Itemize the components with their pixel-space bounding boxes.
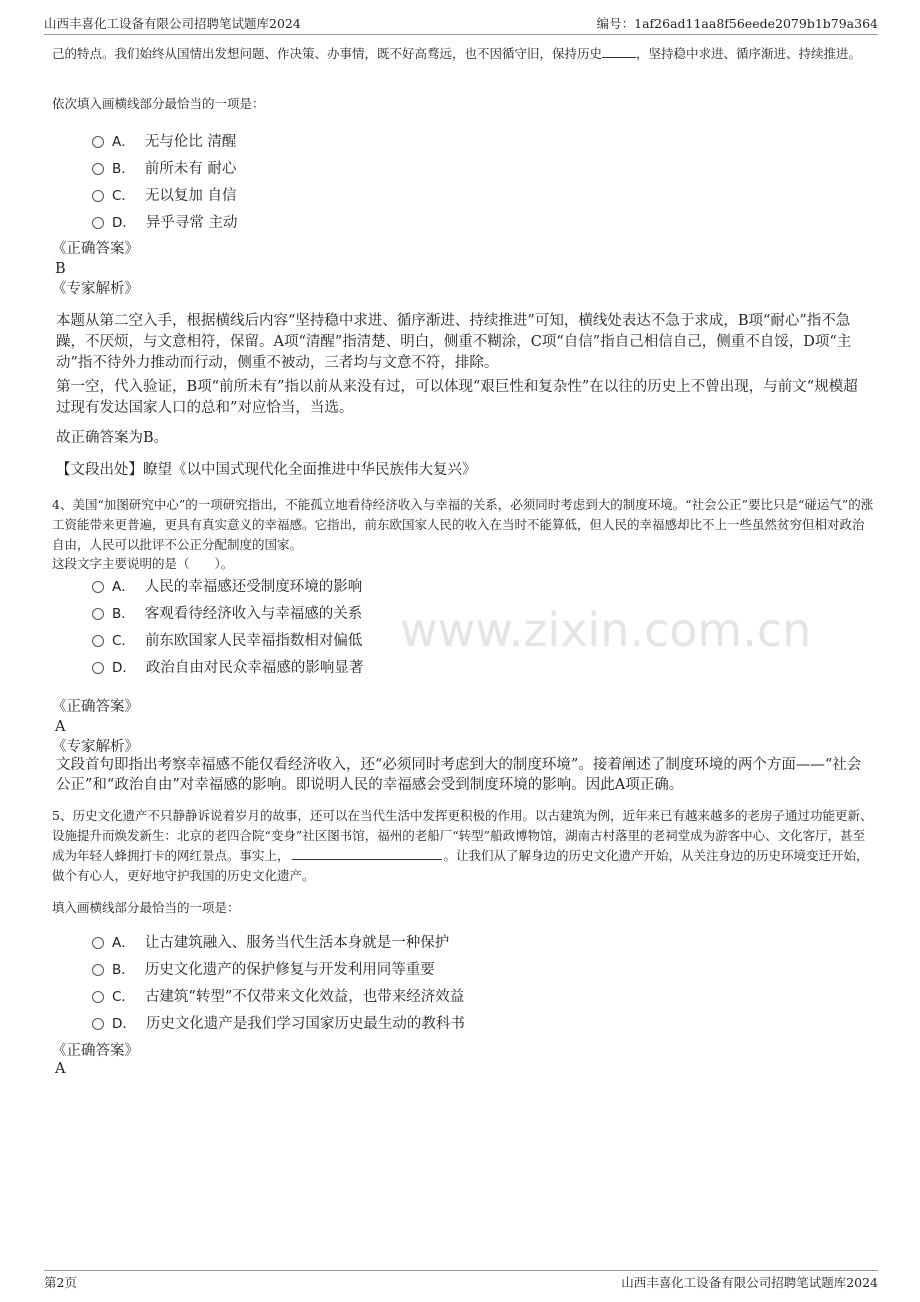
- radio-button-icon[interactable]: [92, 608, 104, 620]
- footer-title: 山西丰喜化工设备有限公司招聘笔试题库2024: [621, 1275, 878, 1290]
- q5-option-a[interactable]: A． 让古建筑融入、服务当代生活本身就是一种保护: [92, 929, 449, 953]
- q4-answer: A: [55, 719, 66, 735]
- q3-analysis-label: 《专家解析》: [52, 281, 139, 297]
- radio-button-icon[interactable]: [92, 190, 104, 202]
- q3-option-a[interactable]: A． 无与伦比 清醒: [92, 128, 236, 152]
- q4-stem: 4、美国“加图研究中心”的一项研究指出，不能孤立地看待经济收入与幸福的关系，必须同时考虑到大的制度环境。“社会公正”要比只是“碰运气”的涨工资能带来更普遍，更具有真实意义的幸福感。它指出，前东欧国家人民的收入在当时不能算低，但人民的幸福感却比不上一些虽然贫穷但相对政治自由，人民可以批评不公正分配制度的国家。: [52, 497, 874, 552]
- document-id: 编号：1af26ad11aa8f56eede2079b1b79a364: [596, 16, 878, 31]
- q5-answer: A: [55, 1061, 66, 1077]
- q3-answer-label: 《正确答案》: [52, 241, 139, 257]
- q4-option-c[interactable]: C． 前东欧国家人民幸福指数相对偏低: [92, 627, 362, 651]
- header-title: 山西丰喜化工设备有限公司招聘笔试题库2024: [44, 16, 301, 31]
- q3-source: 【文段出处】瞭望《以中国式现代化全面推进中华民族伟大复兴》: [56, 462, 477, 478]
- q4-answer-label: 《正确答案》: [52, 699, 139, 715]
- q4-prompt: 这段文字主要说明的是（ ）。: [52, 556, 234, 571]
- q4-analysis: 文段首句即指出考察幸福感不能仅看经济收入，还“必须同时考虑到大的制度环境”。接着阐述了制度环境的两个方面——“社会公正”和“政治自由”对幸福感的影响。即说明人民的幸福感会受到制度环境的影响。因此A项正确。: [56, 757, 862, 793]
- q5-answer-label: 《正确答案》: [52, 1043, 139, 1059]
- radio-button-icon[interactable]: [92, 991, 104, 1003]
- q3-option-d[interactable]: D． 异乎寻常 主动: [92, 209, 238, 233]
- q5-option-b[interactable]: B． 历史文化遗产的保护修复与开发利用同等重要: [92, 956, 435, 980]
- q3-answer: B: [55, 261, 66, 277]
- radio-button-icon[interactable]: [92, 217, 104, 229]
- page-footer: [44, 1270, 878, 1293]
- q3-option-b[interactable]: B． 前所未有 耐心: [92, 155, 236, 179]
- radio-button-icon[interactable]: [92, 581, 104, 593]
- q3-stem: 己的特点。我们始终从国情出发想问题、作决策、办事情，既不好高骛远，也不因循守旧，保持历史 ，坚持稳中求进、循序渐进、持续推进。: [52, 46, 862, 61]
- q3-analysis-p1: 本题从第二空入手，根据横线后内容“坚持稳中求进、循序渐进、持续推进”可知，横线处表达不急于求成，B项“耐心”指不急躁，不厌烦，与文意相符，保留。A项“清醒”指清楚、明白，侧重不糊涂，C项“自信”指自己相信自己，侧重不自馁，D项“主动”指不待外力推动而行动，侧重不被动，三者均与文意不符，排除。: [56, 313, 852, 371]
- q5-stem: 5、历史文化遗产不只静静诉说着岁月的故事，还可以在当代生活中发挥更积极的作用。以古建筑为例，近年来已有越来越多的老房子通过功能更新、设施提升而焕发新生：北京的老四合院“变身”社区图书馆，福州的老船厂“转型”船政博物馆，湖南古村落里的老祠堂成为游客中心、文化客厅，甚至成为年轻人蜂拥打卡的网红景点。事实上， 。让我们从了解身边的历史文化遗产开始，从关注身边的历史环境变迁开始，做个有心人，更好地守护我国的历史文化遗产。: [52, 808, 873, 883]
- q4-analysis-label: 《专家解析》: [52, 739, 139, 755]
- radio-button-icon[interactable]: [92, 635, 104, 647]
- page-number: 第2页: [44, 1275, 77, 1290]
- radio-button-icon[interactable]: [92, 662, 104, 674]
- q4-option-d[interactable]: D． 政治自由对民众幸福感的影响显著: [92, 654, 363, 678]
- radio-button-icon[interactable]: [92, 964, 104, 976]
- answer-blank: [292, 859, 442, 860]
- q4-option-b[interactable]: B． 客观看待经济收入与幸福感的关系: [92, 600, 362, 624]
- radio-button-icon[interactable]: [92, 937, 104, 949]
- q5-option-d[interactable]: D． 历史文化遗产是我们学习国家历史最生动的教科书: [92, 1010, 465, 1034]
- q3-prompt: 依次填入画横线部分最恰当的一项是：: [52, 96, 265, 111]
- radio-button-icon[interactable]: [92, 1018, 104, 1030]
- q3-analysis-p2: 第一空，代入验证，B项“前所未有”指以前从来没有过，可以体现“艰巨性和复杂性”在以往的历史上不曾出现，与前文“规模超过现有发达国家人口的总和”对应恰当，当选。: [56, 379, 858, 416]
- q3-option-c[interactable]: C． 无以复加 自信: [92, 182, 237, 206]
- q3-analysis-p3: 故正确答案为B。: [56, 430, 169, 446]
- answer-blank: [602, 57, 636, 58]
- q5-option-c[interactable]: C． 古建筑“转型”不仅带来文化效益，也带来经济效益: [92, 983, 464, 1007]
- watermark: www.zixin.com.cn: [400, 603, 812, 657]
- radio-button-icon[interactable]: [92, 163, 104, 175]
- q4-option-a[interactable]: A． 人民的幸福感还受制度环境的影响: [92, 573, 362, 597]
- radio-button-icon[interactable]: [92, 136, 104, 148]
- q5-prompt: 填入画横线部分最恰当的一项是：: [52, 900, 240, 915]
- page-header: [44, 14, 878, 35]
